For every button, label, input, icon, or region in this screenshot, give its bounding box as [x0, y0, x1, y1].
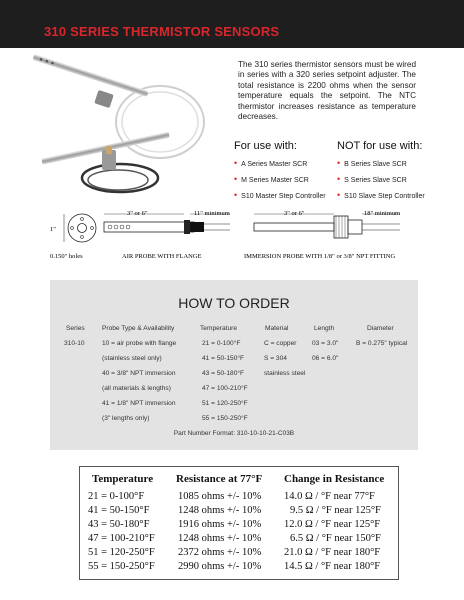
not-for-use-heading: NOT for use with: [337, 140, 423, 152]
flange-drawing [64, 214, 96, 242]
temperature-option: 21 = 0-100°F [202, 340, 241, 347]
probe-type-line: 41 = 1/8" NPT immersion [102, 400, 176, 407]
material-option: C = copper [264, 340, 297, 347]
temperature-option: 51 = 120-250°F [202, 400, 248, 407]
table-cell: 55 = 150-250°F [88, 561, 155, 572]
length-option: 03 = 3.0" [312, 340, 339, 347]
diameter-option: B = 0.275" typical [356, 340, 408, 347]
material-option: stainless steel [264, 370, 306, 377]
column-header: Diameter [367, 325, 394, 332]
temperature-option: 41 = 50-150°F [202, 355, 245, 362]
table-cell: 51 = 120-250°F [88, 547, 155, 558]
column-header: Temperature [92, 473, 154, 485]
probe-type-line: (stainless steel only) [102, 355, 162, 362]
bullet-icon: • [234, 190, 238, 200]
immersion-min-label: 18" minimum [364, 210, 401, 217]
list-item: • S Series Slave SCR [337, 174, 407, 184]
bullet-icon: • [337, 158, 341, 168]
table-cell: 6.5 Ω / °F near 150°F [290, 533, 381, 544]
probe-type-line: 10 = air probe with flange [102, 340, 177, 347]
probe-type-line: (3" lengths only) [102, 415, 150, 422]
list-item: • S10 Slave Step Controller [337, 190, 425, 200]
table-cell: 1248 ohms +/- 10% [178, 533, 262, 544]
holes-label: 0.150" holes [50, 253, 83, 260]
table-cell: 41 = 50-150°F [88, 505, 150, 516]
part-number-format: Part Number Format: 310-10-10-21-C03B [173, 430, 295, 437]
column-header: Change in Resistance [284, 473, 385, 485]
table-cell: 21.0 Ω / °F near 180°F [284, 547, 381, 558]
bullet-icon: • [337, 174, 341, 184]
diameter-label: 1" [50, 226, 56, 233]
table-cell: 2990 ohms +/- 10% [178, 561, 262, 572]
not-for-use-section [337, 140, 425, 204]
for-use-heading: For use with: [234, 140, 297, 152]
table-cell: 14.5 Ω / °F near 180°F [284, 561, 381, 572]
bullet-icon: • [234, 158, 238, 168]
table-cell: 1085 ohms +/- 10% [178, 491, 262, 502]
column-header: Resistance at 77°F [176, 473, 263, 485]
temperature-option: 55 = 150-250°F [202, 415, 248, 422]
for-use-section [234, 140, 326, 204]
air-probe-caption: AIR PROBE WITH FLANGE [122, 253, 202, 260]
probe-type-line: (all materials & lengths) [102, 385, 171, 392]
header-banner [0, 0, 464, 48]
material-option: S = 304 [264, 355, 287, 362]
probe-type-line: 40 = 3/8" NPT immersion [102, 370, 176, 377]
table-cell: 12.0 Ω / °F near 125°F [284, 519, 381, 530]
table-cell: 1248 ohms +/- 10% [178, 505, 262, 516]
length-option: 06 = 6.0" [312, 355, 339, 362]
intro-paragraph: The 310 series thermistor sensors must be wired in series with a 320 series setpoint adjuster. The total resistance is 2200 ohms when the sensor temperature equals the setpoint. The NTC thermistor increases resistance as temperature decreases. [238, 60, 416, 122]
table-cell: 9.5 Ω / °F near 125°F [290, 505, 381, 516]
series-value: 310-10 [64, 340, 85, 347]
table-cell: 21 = 0-100°F [88, 491, 145, 502]
immersion-probe-drawing [254, 214, 400, 238]
column-header: Series [66, 325, 85, 332]
list-item: • S10 Master Step Controller [234, 190, 326, 200]
table-cell: 43 = 50-180°F [88, 519, 150, 530]
air-probe-drawing [104, 214, 230, 234]
product-photo [10, 54, 222, 200]
immersion-probe-caption: IMMERSION PROBE WITH 1/8" or 3/8" NPT FITTING [244, 253, 396, 260]
bullet-icon: • [234, 174, 238, 184]
immersion-length-label: 3" or 6" [284, 210, 305, 217]
table-cell: 47 = 100-210°F [88, 533, 155, 544]
table-cell: 14.0 Ω / °F near 77°F [284, 491, 375, 502]
air-min-label: 11" minimum [194, 210, 230, 217]
how-to-order-panel [50, 280, 418, 450]
resistance-table [79, 466, 399, 580]
list-item: • M Series Master SCR [234, 174, 309, 184]
column-header: Probe Type & Availability [102, 325, 175, 332]
table-cell: 2372 ohms +/- 10% [178, 547, 262, 558]
column-header: Material [265, 325, 289, 332]
table-cell: 1916 ohms +/- 10% [178, 519, 262, 530]
list-item: • B Series Slave SCR [337, 158, 407, 168]
dimension-diagram [44, 206, 444, 264]
list-item: • A Series Master SCR [234, 158, 308, 168]
air-length-label: 3" or 6" [127, 210, 148, 217]
column-header: Length [314, 325, 335, 332]
bullet-icon: • [337, 190, 341, 200]
order-title: HOW TO ORDER [178, 295, 290, 311]
page-title: 310 SERIES THERMISTOR SENSORS [44, 24, 280, 39]
column-header: Temperature [200, 325, 238, 332]
temperature-option: 47 = 100-210°F [202, 385, 248, 392]
temperature-option: 43 = 50-180°F [202, 370, 245, 377]
